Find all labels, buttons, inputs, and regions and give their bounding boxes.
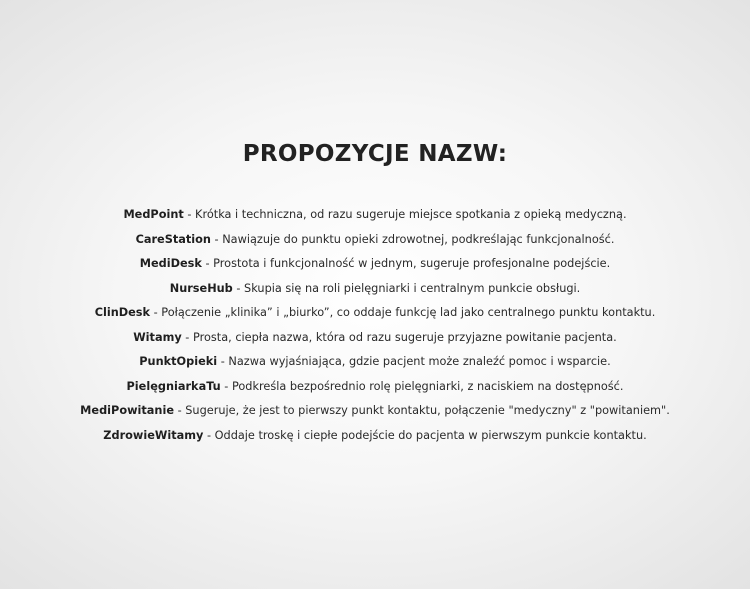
proposal-description: - Oddaje troskę i ciepłe podejście do pacjenta w pierwszym punkcie kontaktu.: [203, 428, 647, 442]
list-item: [0, 399, 750, 424]
proposal-description: - Podkreśla bezpośrednio rolę pielęgniarki, z naciskiem na dostępność.: [220, 379, 624, 393]
proposal-name: PielęgniarkaTu: [126, 379, 221, 393]
list-item: [0, 252, 750, 277]
proposal-description: - Prostota i funkcjonalność w jednym, sugeruje profesjonalne podejście.: [201, 257, 611, 270]
list-item: [0, 375, 750, 400]
proposal-name: PunktOpieki: [139, 355, 218, 368]
name-proposals-list: [0, 203, 750, 448]
list-item: [0, 203, 750, 228]
list-item: [0, 277, 750, 302]
proposal-description: - Nawiązuje do punktu opieki zdrowotnej, podkreślając funkcjonalność.: [210, 232, 615, 246]
page-title: PROPOZYCJE NAZW:: [242, 141, 508, 167]
proposal-description: - Sugeruje, że jest to pierwszy punkt kontaktu, połączenie "medyczny" z "powitaniem".: [173, 404, 670, 417]
proposal-description: - Połączenie „klinika” i „biurko”, co oddaje funkcję lad jako centralnego punktu kontaktu.: [150, 306, 656, 319]
proposal-description: - Skupia się na roli pielęgniarki i centralnym punkcie obsługi.: [232, 281, 581, 295]
proposal-name: CareStation: [135, 232, 211, 246]
proposal-description: - Nazwa wyjaśniająca, gdzie pacjent może znaleźć pomoc i wsparcie.: [217, 355, 611, 368]
proposal-name: ZdrowieWitamy: [103, 428, 204, 442]
list-item: [0, 424, 750, 449]
proposal-name: MediDesk: [139, 257, 202, 270]
proposal-name: Witamy: [133, 330, 182, 344]
list-item: [0, 301, 750, 326]
list-item: [0, 228, 750, 253]
proposal-name: MediPowitanie: [80, 404, 174, 417]
proposal-name: NurseHub: [169, 281, 233, 295]
proposal-description: - Prosta, ciepła nazwa, która od razu sugeruje przyjazne powitanie pacjenta.: [181, 330, 617, 344]
list-item: [0, 326, 750, 351]
proposal-name: MedPoint: [123, 208, 184, 221]
proposal-description: - Krótka i techniczna, od razu sugeruje miejsce spotkania z opieką medyczną.: [183, 208, 627, 221]
proposal-name: ClinDesk: [94, 306, 151, 319]
list-item: [0, 350, 750, 375]
